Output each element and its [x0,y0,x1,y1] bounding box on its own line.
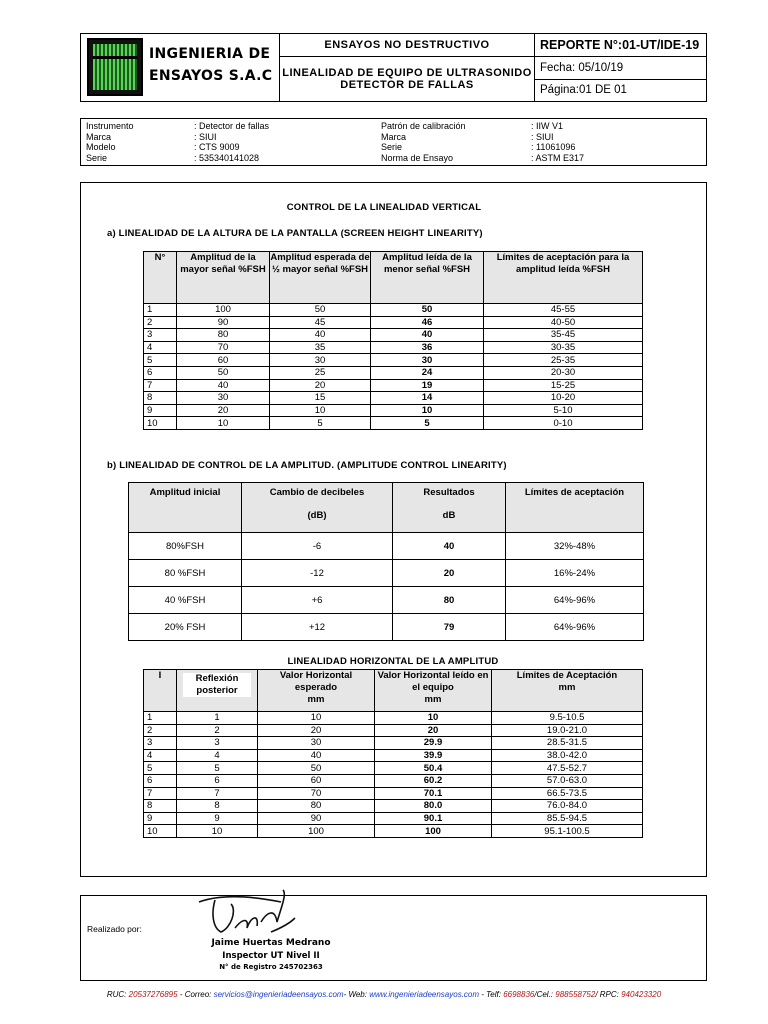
table-cell: 28.5-31.5 [492,737,643,750]
table-cell: 24 [371,366,484,379]
table-cell: 45-55 [484,304,643,317]
table-cell: 10 [144,825,177,838]
handwritten-signature [191,888,301,940]
col-header: I [144,670,177,712]
table-cell: 40 [393,533,506,560]
horizontal-linearity-title: LINEALIDAD HORIZONTAL DE LA AMPLITUD [287,656,499,667]
table-row [144,392,643,405]
table-cell: 50 [371,304,484,317]
info-row [381,153,584,164]
table-cell: 25 [270,366,371,379]
table-cell: 2 [144,724,177,737]
section-b-heading: b) LINEALIDAD DE CONTROL DE LA AMPLITUD. (AMPLITUDE CONTROL LINEARITY) [107,460,507,471]
table-row [144,825,643,838]
table-cell: 20 [258,724,375,737]
table-row [144,774,643,787]
ruc-number: 20537276895 [128,990,178,999]
table-cell: 95.1-100.5 [492,825,643,838]
table-row [129,587,644,614]
table-cell: 50.4 [375,762,492,775]
table-cell: 10-20 [484,392,643,405]
info-label: Norma de Ensayo [381,152,454,163]
info-label: Patrón de calibración [381,121,466,131]
table-row [144,404,643,417]
table-cell: 60.2 [375,774,492,787]
info-row [86,142,269,153]
table-cell: 30 [258,737,375,750]
info-label: Serie [86,152,108,163]
table-cell: 0-10 [484,417,643,430]
table-cell: 10 [177,825,258,838]
table-cell: 40 [177,379,270,392]
table-cell: 80.0 [375,800,492,813]
info-value: : SIUI [194,131,217,142]
table-cell: 15 [270,392,371,405]
info-label: Instrumento [86,121,134,131]
info-row [381,132,584,143]
table-cell: 1 [144,304,177,317]
table-cell: 20% FSH [129,614,242,641]
report-header [80,33,707,102]
table-cell: 79 [393,614,506,641]
col-header: Límites de aceptación [506,483,644,533]
col-header: Reflexión posterior [177,670,258,712]
table-cell: 10 [144,417,177,430]
table-cell: 39.9 [375,749,492,762]
table-cell: 80%FSH [129,533,242,560]
table-cell: 80 %FSH [129,560,242,587]
document-type-title: ENSAYOS NO DESTRUCTIVO [280,34,535,57]
table-cell: 40 [258,749,375,762]
table-cell: 8 [177,800,258,813]
table-cell: 5 [371,417,484,430]
table-cell: 40 %FSH [129,587,242,614]
table-cell: 100 [177,304,270,317]
info-label: Modelo [86,142,116,152]
table-cell: 6 [144,774,177,787]
col-header: Cambio de decibeles (dB) [242,483,393,533]
info-value: : ASTM E317 [531,152,585,163]
info-row [381,121,584,132]
table-cell: 70 [177,341,270,354]
table-cell: 29.9 [375,737,492,750]
col-header: Amplitud inicial [129,483,242,533]
website-link[interactable]: www.ingenieriadeensayos.com [369,990,480,999]
horizontal-linearity-table [143,669,643,838]
inspector-role: Inspector UT Nivel II [222,951,320,961]
table-row [144,354,643,367]
table-row [144,329,643,342]
table-cell: 76.0-84.0 [492,800,643,813]
table-cell: 45 [270,316,371,329]
table-cell: 19 [371,379,484,392]
col-header: Límites de Aceptación mm [492,670,643,712]
table-cell: 6 [177,774,258,787]
table-cell: 50 [270,304,371,317]
table-row [144,366,643,379]
table-cell: 1 [144,712,177,725]
vertical-linearity-title: CONTROL DE LA LINEALIDAD VERTICAL [286,202,482,213]
table-cell: -6 [242,533,393,560]
table-cell: 30-35 [484,341,643,354]
table-cell: 10 [270,404,371,417]
report-number: REPORTE N°:01-UT/IDE-19 [535,34,707,57]
table-cell: 60 [177,354,270,367]
table-cell: 1 [177,712,258,725]
table-cell: 9.5-10.5 [492,712,643,725]
info-row [86,121,269,132]
inspector-registration: N° de Registro 245702363 [219,963,323,971]
table-cell: 5 [270,417,371,430]
signature-box [80,895,707,981]
cell-number: 988558752 [555,990,596,999]
table-row [129,560,644,587]
email-link[interactable]: servicios@ingenieriadeensayos.com [213,990,344,999]
table-cell: 7 [144,787,177,800]
table-cell: 3 [144,329,177,342]
calibration-details [381,121,584,163]
table-cell: 46 [371,316,484,329]
table-cell: 2 [177,724,258,737]
amplitude-control-table [128,482,644,641]
table-cell: 10 [371,404,484,417]
company-logo [81,34,280,102]
table-cell: 38.0-42.0 [492,749,643,762]
table-cell: 100 [258,825,375,838]
table-cell: 10 [258,712,375,725]
phone-number: 6698836 [503,990,535,999]
table-cell: 66.5-73.5 [492,787,643,800]
info-label: Serie [381,142,403,152]
instrument-info-box [80,118,707,166]
table-cell: 7 [177,787,258,800]
table-row [144,304,643,317]
table-row [144,379,643,392]
table-cell: 50 [258,762,375,775]
table-cell: 10 [177,417,270,430]
table-cell: 100 [375,825,492,838]
table-cell: +6 [242,587,393,614]
table-cell: 5-10 [484,404,643,417]
table-row [144,787,643,800]
table-cell: 20-30 [484,366,643,379]
table-row [144,712,643,725]
col-header: Valor Horizontal esperado mm [258,670,375,712]
table-row [129,614,644,641]
info-value: : CTS 9009 [194,142,240,152]
table-cell: 9 [177,812,258,825]
instrument-details [86,121,269,163]
info-row [381,142,584,153]
table-cell: 15-25 [484,379,643,392]
table-cell: 70 [258,787,375,800]
col-header: Límites de aceptación para la amplitud leída %FSH [484,252,643,304]
table-cell: 4 [177,749,258,762]
performed-by-label: Realizado por: [87,924,142,934]
table-cell: 4 [144,749,177,762]
info-label: Marca [86,131,112,142]
table-cell: 47.5-52.7 [492,762,643,775]
section-a-heading: a) LINEALIDAD DE LA ALTURA DE LA PANTALLA (SCREEN HEIGHT LINEARITY) [107,228,483,239]
screen-height-table [143,251,643,430]
table-cell: 35-45 [484,329,643,342]
info-value: : IIW V1 [531,121,564,131]
table-cell: 85.5-94.5 [492,812,643,825]
table-cell: 30 [177,392,270,405]
table-cell: 70.1 [375,787,492,800]
table-cell: 36 [371,341,484,354]
table-cell: 30 [371,354,484,367]
table-cell: 40 [371,329,484,342]
table-cell: 60 [258,774,375,787]
table-cell: 9 [144,812,177,825]
report-date: Fecha: 05/10/19 [535,57,707,79]
col-header: Amplitud leída de la menor señal %FSH [371,252,484,304]
document-subtitle: LINEALIDAD DE EQUIPO DE ULTRASONIDO DETECTOR DE FALLAS [280,57,535,102]
table-row [144,341,643,354]
table-cell: 40-50 [484,316,643,329]
contact-footer: RUC: 20537276895 - Correo: servicios@ingenieriadeensayos.com- Web: www.ingenieriadeensayos.com - Telf: 6698836/Cel.: 988558752/ RPC: 940423320 [106,990,662,999]
table-cell: 90.1 [375,812,492,825]
logo-emblem-icon [87,38,143,96]
table-cell: -12 [242,560,393,587]
table-row [144,800,643,813]
table-row [144,749,643,762]
table-cell: 3 [144,737,177,750]
table-cell: 14 [371,392,484,405]
table-cell: 30 [270,354,371,367]
table-cell: 7 [144,379,177,392]
table-cell: 5 [144,762,177,775]
table-cell: 20 [177,404,270,417]
table-row [144,812,643,825]
table-cell: 2 [144,316,177,329]
rpc-number: 940423320 [621,990,662,999]
table-cell: 10 [375,712,492,725]
table-cell: 3 [177,737,258,750]
table-row [144,417,643,430]
table-cell: 64%-96% [506,614,644,641]
table-cell: 19.0-21.0 [492,724,643,737]
table-cell: 20 [375,724,492,737]
table-cell: 8 [144,800,177,813]
table-cell: 5 [177,762,258,775]
table-cell: 8 [144,392,177,405]
table-cell: 80 [177,329,270,342]
table-cell: 20 [270,379,371,392]
col-header: Amplitud esperada de ½ mayor señal %FSH [270,252,371,304]
table-cell: 90 [177,316,270,329]
table-row [144,737,643,750]
col-header: Valor Horizontal leído en el equipo mm [375,670,492,712]
info-row [86,153,269,164]
table-cell: 4 [144,341,177,354]
col-header: N° [144,252,177,304]
table-cell: 40 [270,329,371,342]
table-cell: 25-35 [484,354,643,367]
table-cell: 50 [177,366,270,379]
col-header: Resultados dB [393,483,506,533]
info-value: : SIUI [531,131,554,142]
table-cell: 90 [258,812,375,825]
table-cell: 57.0-63.0 [492,774,643,787]
info-label: Marca [381,131,407,142]
table-row [144,724,643,737]
table-cell: 20 [393,560,506,587]
table-cell: 64%-96% [506,587,644,614]
page-number: Página:01 DE 01 [535,79,707,101]
table-row [144,762,643,775]
company-name: INGENIERIA DE ENSAYOS S.A.C [149,46,273,84]
table-cell: 32%-48% [506,533,644,560]
table-cell: 6 [144,366,177,379]
table-row [129,533,644,560]
table-cell: 35 [270,341,371,354]
table-cell: 80 [393,587,506,614]
table-cell: 9 [144,404,177,417]
table-cell: +12 [242,614,393,641]
table-row [144,316,643,329]
info-row [86,132,269,143]
info-value: : 11061096 [531,142,576,152]
col-header: Amplitud de la mayor señal %FSH [177,252,270,304]
inspector-name: Jaime Huertas Medrano [211,938,331,948]
info-value: : 535340141028 [194,152,260,163]
table-cell: 16%-24% [506,560,644,587]
table-cell: 5 [144,354,177,367]
table-cell: 80 [258,800,375,813]
info-value: : Detector de fallas [194,121,270,131]
